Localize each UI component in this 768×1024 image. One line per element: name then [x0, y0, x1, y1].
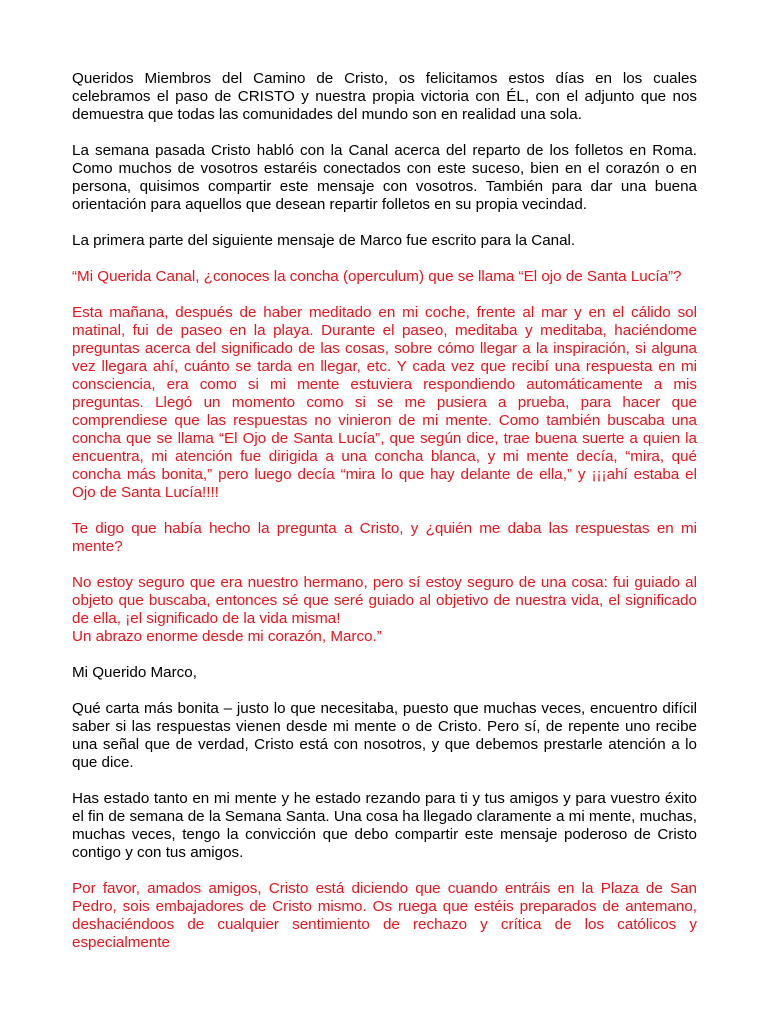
paragraph-letter-guided-text: No estoy seguro que era nuestro hermano, pero sí estoy seguro de una cosa: fui guiado al objeto que buscaba, entonces sé que seré guiado al objetivo de nuestra vida, el significado de ella, ¡el significado de la vida misma! — [72, 574, 697, 627]
paragraph-letter-question: Te digo que había hecho la pregunta a Cristo, y ¿quién me daba las respuestas en mi mente? — [72, 520, 697, 555]
paragraph-letter-beach: Esta mañana, después de haber meditado en mi coche, frente al mar y en el cálido sol matinal, fui de paseo en la playa. Durante el paseo, meditaba y meditaba, haciéndome preguntas acerca del significado de las cosas, sobre cómo llegar a la inspiración, si alguna vez llegara ahí, cuánto se tarda en llegar, etc. Y cada vez que recibí una respuesta en mi consciencia, era como si mi mente estuviera respondiendo automáticamente a mis preguntas. Llegó un momento como si se me pusiera a prueba, para hacer que comprendiese que las respuestas no vinieron de mi mente. Como también buscaba una concha que se llama “El Ojo de Santa Lucía”, que según dice, trae buena suerte a quien la encuentra, mi atención fue dirigida a una concha blanca, y mi mente decía, “mira, qué concha más bonita,” pero luego decía “mira lo que hay delante de ella,” y ¡¡¡ahí estaba el Ojo de Santa Lucía!!!! — [72, 304, 697, 501]
paragraph-last-week: La semana pasada Cristo habló con la Canal acerca del reparto de los folletos en Roma. Como muchos de vosotros estaréis conectados con este suceso, bien en el corazón o en persona, quisimos compartir este mensaje con vosotros. También para dar una buena orientación para aquellos que desean repartir folletos en su propia vecindad. — [72, 142, 697, 213]
paragraph-reply-salutation: Mi Querido Marco, — [72, 664, 197, 681]
paragraph-letter-opening: “Mi Querida Canal, ¿conoces la concha (operculum) que se llama “El ojo de Santa Lucía”? — [72, 268, 682, 285]
letter-signoff: Un abrazo enorme desde mi corazón, Marco.” — [72, 628, 382, 645]
paragraph-greeting: Queridos Miembros del Camino de Cristo, os felicitamos estos días en los cuales celebramos el paso de CRISTO y nuestra propia victoria con ÉL, con el adjunto que nos demuestra que todas las comunidades del mundo son en realidad una sola. — [72, 70, 697, 123]
document-body — [72, 70, 697, 970]
paragraph-intro-message: La primera parte del siguiente mensaje de Marco fue escrito para la Canal. — [72, 232, 576, 249]
paragraph-reply-prayer: Has estado tanto en mi mente y he estado rezando para ti y tus amigos y para vuestro éxito el fin de semana de la Semana Santa. Una cosa ha llegado claramente a mi mente, muchas, muchas veces, tengo la convicción que debo compartir este mensaje poderoso de Cristo contigo y con tus amigos. — [72, 790, 697, 861]
paragraph-letter-guided — [72, 574, 697, 646]
paragraph-reply-letter: Qué carta más bonita – justo lo que necesitaba, puesto que muchas veces, encuentro difícil saber si las respuestas vienen desde mi mente o de Cristo. Pero sí, de repente uno recibe una señal que de verdad, Cristo está con nosotros, y que debemos prestarle atención a lo que dice. — [72, 700, 697, 771]
paragraph-ambassadors: Por favor, amados amigos, Cristo está diciendo que cuando entráis en la Plaza de San Pedro, sois embajadores de Cristo mismo. Os ruega que estéis preparados de antemano, deshaciéndoos de cualquier sentimiento de rechazo y crítica de los católicos y especialmente — [72, 880, 697, 951]
